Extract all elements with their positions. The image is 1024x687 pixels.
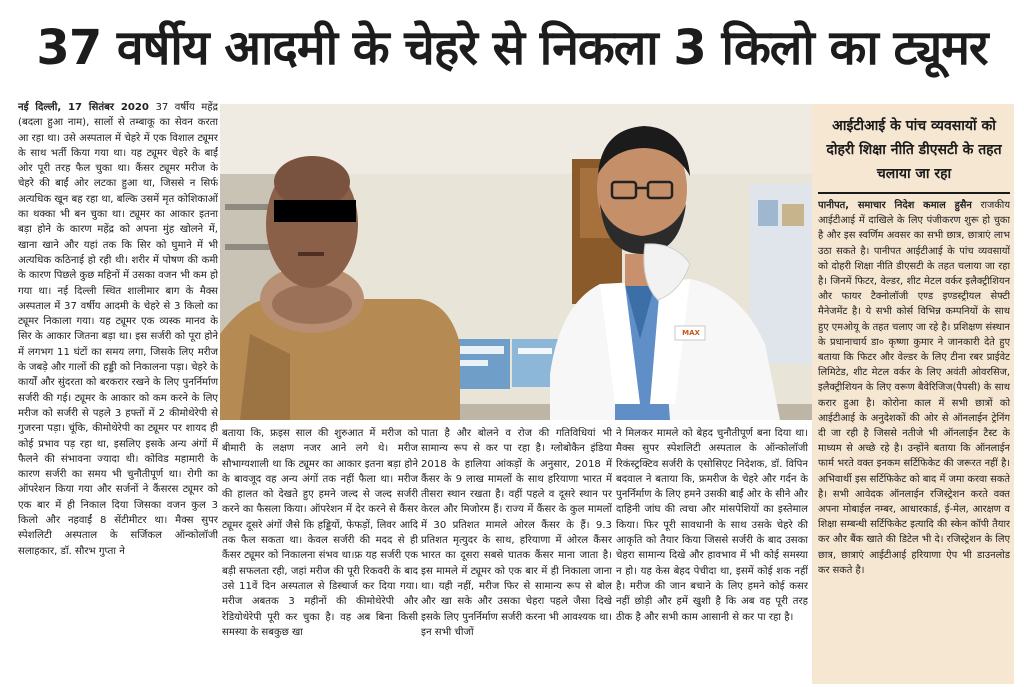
sidebar-headline: आईटीआई के पांच व्यवसायों को दोहरी शिक्षा नीति डीएसटी के तहत चलाया जा रहा — [818, 110, 1010, 194]
sidebar-text — [818, 198, 1010, 678]
sidebar-lead: पानीपत, समाचार निदेश कमाल हुसैन — [818, 200, 972, 211]
story-column-2: बताया कि, फ्रइस साल की शुरुआत में मरीज को बीमारी के लक्षण नजर आने लगे थे। मरीज सौभाग्यशाली था कि ट्यूमर का आकार इतना बड़ा होने के बावजूद वह अन्य अंगों तक नहीं फैला था। मरीज की हालत को देखते हुए हमने जल्द से जल्द सर्जरी करने का फैसला किया। ऑपरेशन में देर करने से कैंसर ट्यूमर दूसरे अंगों जैसे कि हड्डियों, फेफड़ों, लिवर आदि तक फैल सकता था। केवल सर्जरी की मदद से ही कैंसर ट्यूमर को निकालना संभव था।फ्र यह सर्जरी एक बड़ी सफलता रही, जहां मरीज की पूरी रिकवरी के बाद उसे 11वें दिन अस्पताल से डिस्चार्ज कर दिया गया। मरीज अबतक 3 महीनों की कीमोथेरेपी और रेडियोथेरेपी पूरी कर चुका है। वह अब बिना किसी समस्या के सबकुछ खा — [222, 428, 418, 638]
story-column-1-text: 37 वर्षीय महेंद्र (बदला हुआ नाम), सालों से तम्बाकू का सेवन करता आ रहा था। उसे अस्पताल में चेहरे में एक विशाल ट्यूमर के साथ भर्ती किया गया था। यह ट्यूमर चेहरे के बाईं ओर पूरी तरह फैल चुका था। कैंसर ट्यूमर मरीज के चेहरे की बाईं ओर लटका हुआ था, जिससे न सिर्फ अत्यधिक खून बह रहा था, बल्कि उसमें मृत कोशिकाओं का थक्का भी बन चुका था। ट्यूमर का आकार इतना बड़ा होने के कारण महेंद्र को अपना मुंह खोलने में, खाना खाने और यहां तक कि सिर को घुमाने में भी अत्यधिक कठिनाई हो रही थी। शरीर में पोषण की कमी के कारण पिछले कुछ महिनों में उसका वजन भी कम हो गया था। नई दिल्ली स्थित शालीमार बाग के मैक्स अस्पताल में 37 वर्षीय आदमी के चेहरे से 3 किलो का ट्यूमर निकाला गया। यह ट्यूमर एक व्यस्क मानव के सिर के आकार जितना बड़ा था। इस सर्जरी को पूरा होने में लगभग 11 घंटों का समय लगा, जिसके लिए मरीज के जबड़े और गालों की हड्डी को निकालना पड़ा। चेहरे के कार्यों और सुंदरता को बरकरार रखने के लिए पुनर्निर्माण सर्जरी की गई। ट्यूमर के आकार को कम करने के लिए मरीज को सर्जरी से पहले 3 हफ्तों में 2 कीमोथेरेपी से गुजरना पड़ा। चूंकि, कीमोथेरेपी का ट्यूमर पर शायद ही कोई प्रभाव पड़ रहा था, इसलिए इसके अन्य अंगों में फैलने की संभावना ज्यादा थी। कोविड महामारी के कारण सर्जरी का समय भी चुनौतीपूर्ण था। रोगी का ऑपरेशन किया गया और सर्जनों ने कैंसरस ट्यूमर को एक बार में ही निकाल दिया जिसका वजन कुल 3 किलो और नहवाईं 8 सेंटीमीटर था। मैक्स सुपर स्पेशलिटी अस्पताल के सर्जिकल ऑन्कोलॉजी सलाहकार, डॉ. सौरभ गुप्ता ने — [18, 102, 218, 557]
news-photo — [220, 104, 812, 420]
sidebar-body: राजकीय आईटीआई में दाखिले के लिए पंजीकरण शुरू हो चुका है और इस स्वर्णिम अवसर का सभी छात्र, छात्राएं लाभ उठा सकते है। पानीपत आईटीआई के पांच व्यवसायों को दोहरी शिक्षा नीति डीएसटी के तहत चलाया जा रहा है। जिनमें फिटर, वेल्डर, शीट मेटल वर्कर इलैक्ट्रीशियन और फायर टैक्नोलॉजी एण्ड इण्डस्ट्रीयल सेफ्टी मैनेजमेंट है। ये सभी कोर्स विभिन्न कम्पनियों के साथ हुए एमओयू के तहत चलाए जा रहे है। प्रशिक्षण संस्थान के प्रधानाचार्य डा० कृष्णा कुमार ने जानकारी देते हुए बताया कि फिटर और वेल्डर के लिए टीना रबर प्राईवेट लिमिटेड, शीट मेटल वर्कर के लिए अवंती ओवरसिज, इलैक्ट्रीशियन के लिए वरूण बैवेरिजिज(पैपसी) के साथ करार हुआ है। कोरोना काल में सभी छात्रों को आईटीआई के अनुदेशकों की ओर से ऑनलाईन ट्रेनिंग दी जा रही है जिससे नतीजे भी ऑनलाईन टैस्ट के माध्यम से अच्छे रहे है। उन्होंने बताया कि ऑनलाईन फार्म भरते वक्त इनकम सर्टिफिकेट की जरूरत नहीं है। अभिवार्थी इस सर्टिफिकेट को बाद में जमा करवा सकते है। सभी आवेदक ऑनलाईन रजिस्ट्रेशन करते वक्त अपना मोबाईल नम्बर, आधारकार्ड, ई-मेल, आरक्षण व शिक्षा सम्बन्धी सर्टिफिकेट इत्यादि की स्केन कॉपी तैयार कर और बैंक खाते की डिटेल भी दे। रजिस्ट्रेशन के लिए छात्र, छात्राएं आईटीआई हरियाणा ऐप भी डाउनलोड कर सकते है। — [818, 200, 1010, 576]
news-photo-illustration — [220, 104, 812, 420]
max-badge: MAX — [682, 329, 700, 337]
sidebar-box — [812, 104, 1014, 684]
story-column-1 — [18, 100, 218, 682]
story-dateline: नई दिल्ली, 17 सितंबर 2020 — [18, 102, 149, 113]
story-column-4: ने मिलकर मामले को बेहद चुनौतीपूर्ण बना दिया था। मैक्स सुपर स्पेशलिटी अस्पताल के ऑन्कोलॉजी रिकंस्ट्रक्टिव सर्जरी के एसोसिएट निदेशक, डॉ. विपिन बदवाल ने बताया कि, फ्रमरीज के चेहरे और गर्दन के पुनर्निर्माण के लिए हमने उसकी बाईं ओर के सीने और दाहिनी जांघ की त्वचा और मांसपेशियों का इस्तेमाल किया। फिर पूरी सावधानी के साथ उसके चेहरे की आकृति को तैयार किया जिससे सर्जरी के बाद उसका चेहरा सामान्य दिखे और हावभाव में भी कोई समस्या न हो। यह केस बेहद पेचीदा था, इसमें कोई शक नहीं है। मरीज की जान बचाने के लिए हमने कोई कसर नहीं छोड़ी और हमें खुशी है कि अब वह पूरी तरह ठीक है और सभी काम आसानी से कर पा रहा है। — [616, 428, 808, 623]
story-column-3: पाता है और बोलने व रोज की गतिविधियां भी सामान्य रूप से कर पा रहा है। ग्लोबोकैन इंडिया 2018 के हालिया आंकड़ों के अनुसार, 2018 में कैंसर के 9 लाख मामलों के साथ हरियाणा भारत में तीसरा स्थान रखता है। वहीं पहले व दूसरे स्थान पर केरल और मिजोरम हैं। राज्य में कैंसर के कुल मामलों में 30 प्रतिशत मामले ओरल कैंसर के हैं। 9.3 प्रतिशत मृत्युदर के साथ, हरियाणा में ओरल कैंसर भारत का दूसरा सबसे घातक कैंसर माना जाता है। इस मामले में ट्यूमर को एक बार में ही निकाला जाना था। यही नहीं, मरीज फिर से सामान्य रूप से बोल और खा सके और उसका चेहरा पहले जैसा दिखे इसके लिए पुनर्निर्माण सर्जरी करना भी आवश्यक था। इन सभी चीजों — [421, 428, 612, 638]
headline: 37 वर्षीय आदमी के चेहरे से निकला 3 किलो का ट्यूमर — [36, 19, 988, 76]
